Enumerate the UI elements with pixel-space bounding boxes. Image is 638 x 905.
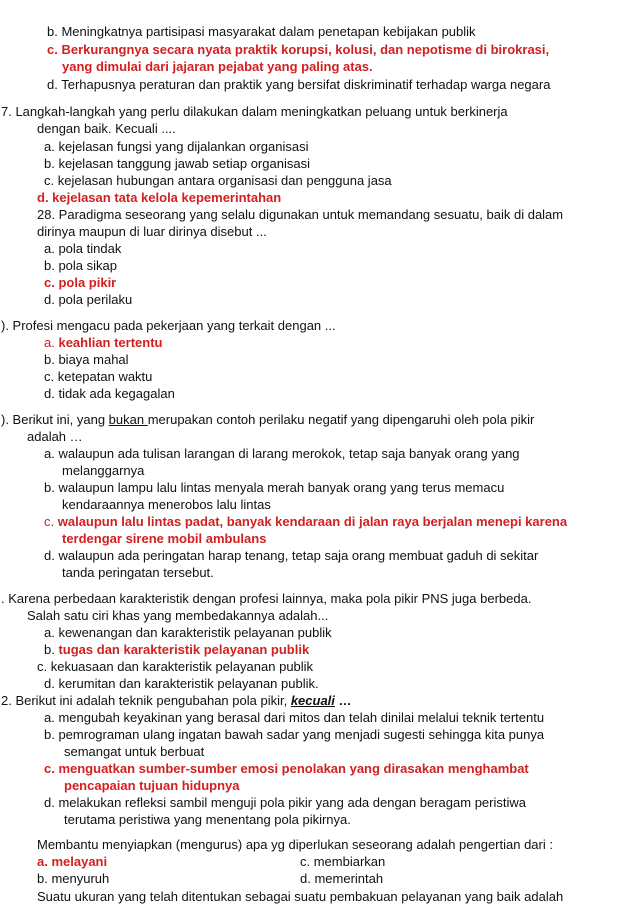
q27-question-line1: 7. Langkah-langkah yang perlu dilakukan dalam meningkatkan peluang untuk berkinerja [1, 104, 508, 119]
q31-option-b-prefix: b. [44, 642, 59, 657]
q32-option-c-line2: pencapaian tujuan hidupnya [64, 778, 240, 793]
q28-option-c-answer: c. pola pikir [44, 275, 117, 290]
q30-option-c-prefix: c. [44, 514, 58, 529]
q32-option-d-line2: terutama peristiwa yang menentang pola pikirnya. [64, 812, 351, 827]
q30-q-pre: ). Berikut ini, yang [1, 412, 109, 427]
q33-option-b: b. menyuruh [37, 871, 110, 886]
q33-question: Membantu menyiapkan (mengurus) apa yg diperlukan seseorang adalah pengertian dari : [37, 837, 553, 852]
q27-question-line2: dengan baik. Kecuali .... [37, 121, 176, 136]
q28-option-d: d. pola perilaku [44, 292, 133, 307]
q33-option-c: c. membiarkan [300, 854, 386, 869]
q30-option-a-line1: a. walaupun ada tulisan larangan di larang merokok, tetap saja banyak orang yang [44, 446, 520, 461]
q32-q-pre: 2. Berikut ini adalah teknik pengubahan pola pikir, [1, 693, 291, 708]
q31-option-b [44, 642, 309, 658]
q29-question: ). Profesi mengacu pada pekerjaan yang terkait dengan ... [1, 318, 336, 333]
q30-question-line1 [1, 412, 534, 428]
q31-option-b-answer: tugas dan karakteristik pelayanan publik [58, 642, 310, 657]
q33-option-a-answer: a. melayani [37, 854, 108, 869]
q30-option-c-line1 [44, 514, 567, 530]
q32-q-keyword: kecuali [290, 693, 335, 708]
q30-question-line2: adalah … [27, 429, 83, 444]
q32-option-b-line1: b. pemrograman ulang ingatan bawah sadar yang menjadi sugesti sehingga kita punya [44, 727, 545, 742]
prev-option-b: b. Meningkatnya partisipasi masyarakat dalam penetapan kebijakan publik [47, 24, 476, 39]
q31-question-line2: Salah satu ciri khas yang membedakannya adalah... [27, 608, 329, 623]
q29-option-b: b. biaya mahal [44, 352, 129, 367]
q29-option-c: c. ketepatan waktu [44, 369, 153, 384]
q32-option-a: a. mengubah keyakinan yang berasal dari mitos dan telah dinilai melalui teknik tertentu [44, 710, 545, 725]
q29-option-d: d. tidak ada kegagalan [44, 386, 175, 401]
q28-question-line1: 28. Paradigma seseorang yang selalu digunakan untuk memandang sesuatu, baik di dalam [37, 207, 564, 222]
q29-option-a [44, 335, 163, 351]
q32-question [1, 693, 352, 709]
q28-option-a: a. pola tindak [44, 241, 122, 256]
q30-option-c-line2: terdengar sirene mobil ambulans [62, 531, 267, 546]
q27-option-a: a. kejelasan fungsi yang dijalankan organisasi [44, 139, 309, 154]
q27-option-b: b. kejelasan tanggung jawab setiap organisasi [44, 156, 310, 171]
q32-option-d-line1: d. melakukan refleksi sambil menguji pola pikir yang ada dengan beragam peristiwa [44, 795, 526, 810]
q30-option-b-line2: kendaraannya menerobos lalu lintas [62, 497, 271, 512]
q30-option-c-answer: walaupun lalu lintas padat, banyak kendaraan di jalan raya berjalan menepi karena [57, 514, 568, 529]
q28-option-b: b. pola sikap [44, 258, 117, 273]
q28-question-line2: dirinya maupun di luar dirinya disebut ... [37, 224, 267, 239]
q30-q-underlined: bukan [108, 412, 148, 427]
q32-option-c-line1: c. menguatkan sumber-sumber emosi penolakan yang dirasakan menghambat [44, 761, 529, 776]
q27-option-d-answer: d. kejelasan tata kelola kepemerintahan [37, 190, 282, 205]
q29-option-a-prefix: a. [44, 335, 59, 350]
q31-option-d: d. kerumitan dan karakteristik pelayanan publik. [44, 676, 319, 691]
q30-option-d-line1: d. walaupun ada peringatan harap tenang, tetap saja orang membuat gaduh di sekitar [44, 548, 539, 563]
prev-option-c-line2: yang dimulai dari jajaran pejabat yang paling atas. [62, 59, 373, 74]
prev-option-d: d. Terhapusnya peraturan dan praktik yang bersifat diskriminatif terhadap warga negara [47, 77, 551, 92]
q32-q-post: … [334, 693, 352, 708]
q33-option-d: d. memerintah [300, 871, 384, 886]
q32-option-b-line2: semangat untuk berbuat [64, 744, 205, 759]
q30-q-post: merupakan contoh perilaku negatif yang dipengaruhi oleh pola pikir [147, 412, 535, 427]
prev-option-c-line1: c. Berkurangnya secara nyata praktik korupsi, kolusi, dan nepotisme di birokrasi, [47, 42, 550, 57]
q30-option-b-line1: b. walaupun lampu lalu lintas menyala merah banyak orang yang terus memacu [44, 480, 505, 495]
q31-question-line1: . Karena perbedaan karakteristik dengan profesi lainnya, maka pola pikir PNS juga berbeda. [1, 591, 532, 606]
q29-option-a-answer: keahlian tertentu [58, 335, 163, 350]
q31-option-a: a. kewenangan dan karakteristik pelayanan publik [44, 625, 332, 640]
q30-option-a-line2: melanggarnya [62, 463, 145, 478]
q31-option-c: c. kekuasaan dan karakteristik pelayanan publik [37, 659, 314, 674]
q34-question: Suatu ukuran yang telah ditentukan sebagai suatu pembakuan pelayanan yang baik adalah [37, 889, 564, 904]
q30-option-d-line2: tanda peringatan tersebut. [62, 565, 214, 580]
q27-option-c: c. kejelasan hubungan antara organisasi dan pengguna jasa [44, 173, 392, 188]
